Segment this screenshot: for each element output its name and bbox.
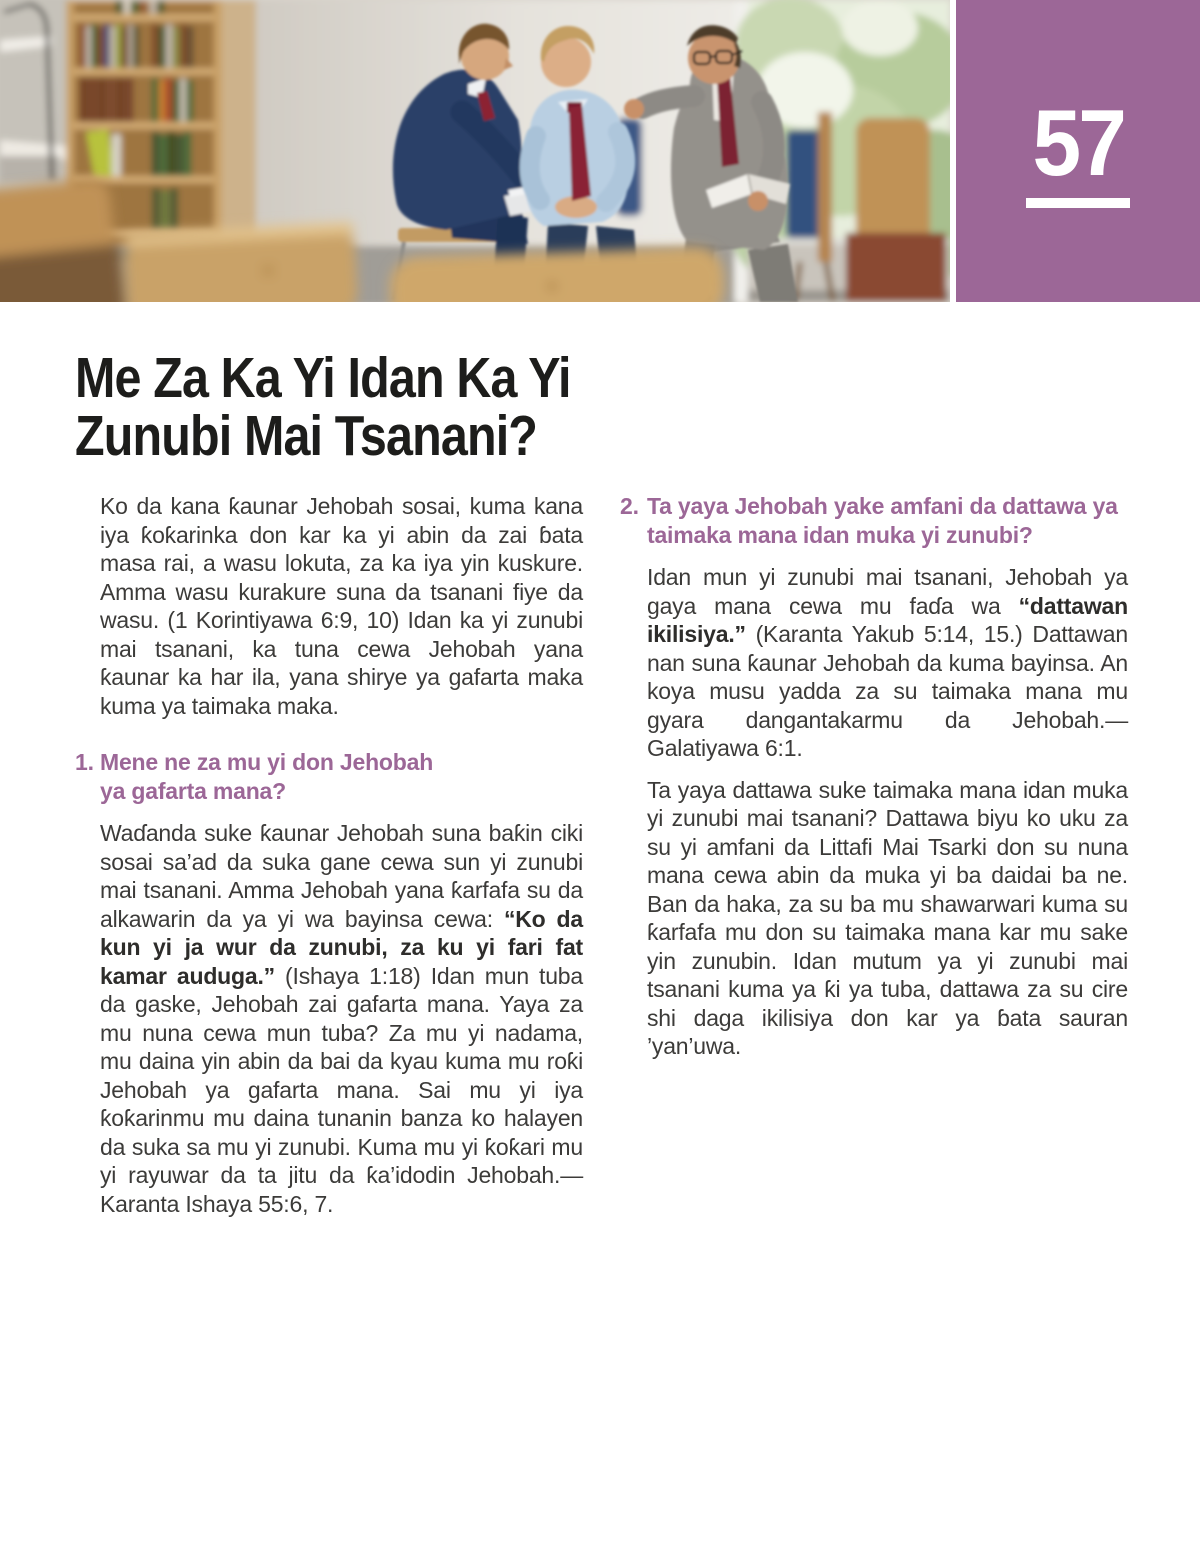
section-1-paragraph-1: Waɗanda suke ƙaunar Jehobah suna baƙin ciki sosai sa’ad da suka gane cewa sun yi zunubi mai tsanani. Amma Jehobah yana ƙarfafa su da alkawarin da ya yi wa bayinsa cewa: “Ko da kun yi ja wur da zunubi, za ku yi fari fat kamar auduga.” (Ishaya 1:18) Idan mun tuba da gaske, Jehobah zai gafarta mana. Yaya za mu nuna cewa mun tuba? Za mu yi nadama, mu daina yin abin da bai da kyau kuma mu roƙi Jehobah ya gafarta mana. Sai mu yi iya ƙoƙarinmu mu daina tunanin banza ko halayen da suka sa mu yi zunubi. Kuma mu yi ƙoƙari mu yi rayuwar da ta jitu da ƙa’idodin Jehobah.—Karanta Ishaya 55:6, 7.: [100, 820, 583, 1217]
section-2: [620, 492, 1132, 1061]
intro-paragraph: Ko da kana ƙaunar Jehobah sosai, kuma kana iya ƙoƙarinka don kar ka yi abin da zai ɓata masa rai, a wasu lokuta, za ka iya yin kuskure. Amma wasu kurakure suna da tsanani fiye da wasu. (1 Korintiyawa 6:9, 10) Idan ka yi zunubi mai tsanani, ka tuna cewa Jehobah yana ƙaunar ka har ila, yana shirye ya gafarta maka kuma ya taimaka maka.: [100, 493, 583, 719]
column-left: [75, 492, 587, 1218]
hero-photo: [0, 0, 950, 302]
section-2-heading-text: Ta yaya Jehobah yake amfani da dattawa ya taimaka mana idan muka yi zunubi?: [647, 493, 1118, 548]
section-1: [75, 748, 587, 1218]
section-1-heading: [75, 748, 587, 805]
section-2-number: 2.: [620, 493, 639, 519]
page-title: Me Za Ka Yi Idan Ka Yi Zunubi Mai Tsanani?: [75, 346, 571, 468]
section-1-heading-text: Mene ne za mu yi don Jehobah ya gafarta mana?: [100, 749, 434, 804]
lesson-number-underline: [1026, 198, 1130, 208]
lesson-number-block: [956, 0, 1200, 302]
lesson-number: 57: [1032, 90, 1124, 195]
section-2-paragraph-1: Idan mun yi zunubi mai tsanani, Jehobah ya gaya mana cewa mu faɗa wa “dattawan ikilisiya.” (Karanta Yakub 5:14, 15.) Dattawan nan suna ƙaunar Jehobah da kuma bayinsa. An koya musu yadda za su taimaka mana mu gyara dangantakarmu da Jehobah.—Galatiyawa 6:1.: [647, 564, 1128, 761]
section-1-number: 1.: [75, 749, 94, 775]
section-2-paragraph-2: Ta yaya dattawa suke taimaka mana idan muka yi zunubi mai tsanani? Dattawa biyu ko uku za su yi amfani da Littafi Mai Tsarki don su nuna mana cewa abin da muka yi ba daidai ba ne. Ban da haka, za su ba mu shawarwari kuma su ƙarfafa mu don su taimaka mana kar mu sake yin zunubin. Idan mutum ya yi zunubi mai tsanani kuma ya ƙi ya tuba, dattawa za su cire shi daga ikilisiya don kar ya ɓata sauran ’yan’uwa.: [647, 776, 1128, 1059]
section-2-heading: [620, 492, 1132, 549]
photo-scene-svg: [0, 0, 950, 302]
column-right: [620, 492, 1132, 1061]
